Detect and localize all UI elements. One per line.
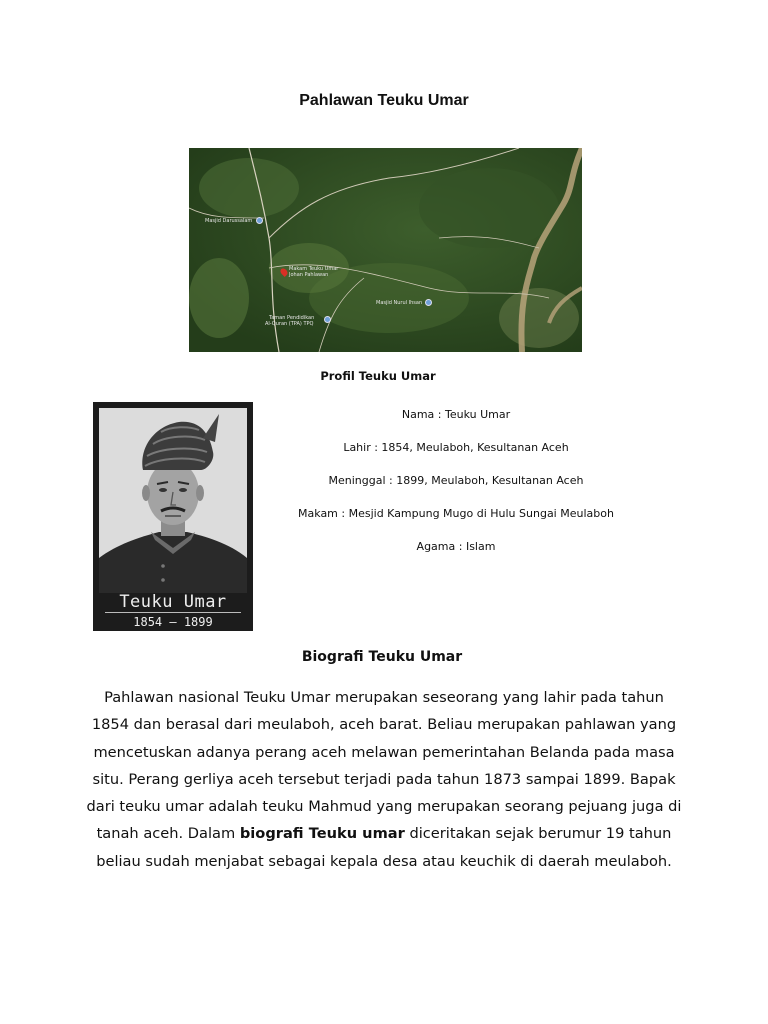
portrait-card bbox=[93, 402, 253, 631]
page-title: Pahlawan Teuku Umar bbox=[299, 92, 469, 109]
map-label-tpa-sub: Al-Quran (TPA) TPQ bbox=[265, 321, 314, 327]
biography-heading: Biografi Teuku Umar bbox=[301, 649, 463, 665]
map-label-masjid-ihsan: Masjid Nurul Ihsan bbox=[376, 300, 423, 306]
map-label-makam-sub: Johan Pahlawan bbox=[289, 272, 329, 278]
map-imagery bbox=[189, 148, 582, 352]
biography-text-part: diceritakan sejak berumur 19 tahun beliau sudah menjabat sebagai kepala desa atau keuchik di daerah meulaboh. bbox=[96, 825, 672, 870]
profile-nama: Nama : Teuku Umar bbox=[401, 408, 511, 421]
map-label-masjid: Masjid Darussalam bbox=[205, 218, 253, 224]
biography-text bbox=[86, 684, 682, 875]
map-label-tpa: Taman Pendidikan bbox=[269, 315, 315, 321]
portrait-years: 1854 — 1899 bbox=[133, 615, 213, 629]
satellite-map bbox=[189, 148, 582, 352]
portrait-image bbox=[99, 408, 247, 593]
profile-meninggal: Meninggal : 1899, Meulaboh, Kesultanan Aceh bbox=[328, 474, 584, 487]
map-pin-icon bbox=[256, 217, 263, 224]
profile-heading: Profil Teuku Umar bbox=[320, 369, 436, 383]
map-pin-icon bbox=[425, 299, 432, 306]
profile-makam: Makam : Mesjid Kampung Mugo di Hulu Sungai Meulaboh bbox=[298, 507, 614, 520]
profile-lahir: Lahir : 1854, Meulaboh, Kesultanan Aceh bbox=[343, 441, 569, 454]
profile-agama: Agama : Islam bbox=[416, 540, 496, 553]
map-pin-icon bbox=[324, 316, 331, 323]
biography-text-part: Pahlawan nasional Teuku Umar merupakan seseorang yang lahir pada tahun 1854 dan berasal dari meulaboh, aceh barat. Beliau merupakan pahlawan yang mencetuskan adanya perang aceh melawan pemerintahan Belanda pada masa situ. Perang gerliya aceh tersebut terjadi pada tahun 1873 sampai 1899. Bapak dari teuku umar adalah teuku Mahmud yang merupakan seorang pejuang juga di tanah aceh. Dalam bbox=[86, 689, 682, 843]
portrait-divider bbox=[105, 612, 241, 613]
portrait-name: Teuku Umar bbox=[119, 592, 227, 612]
biography-text-bold: biografi Teuku umar bbox=[239, 825, 405, 843]
map-label-makam: Makam Teuku Umar bbox=[289, 266, 339, 272]
